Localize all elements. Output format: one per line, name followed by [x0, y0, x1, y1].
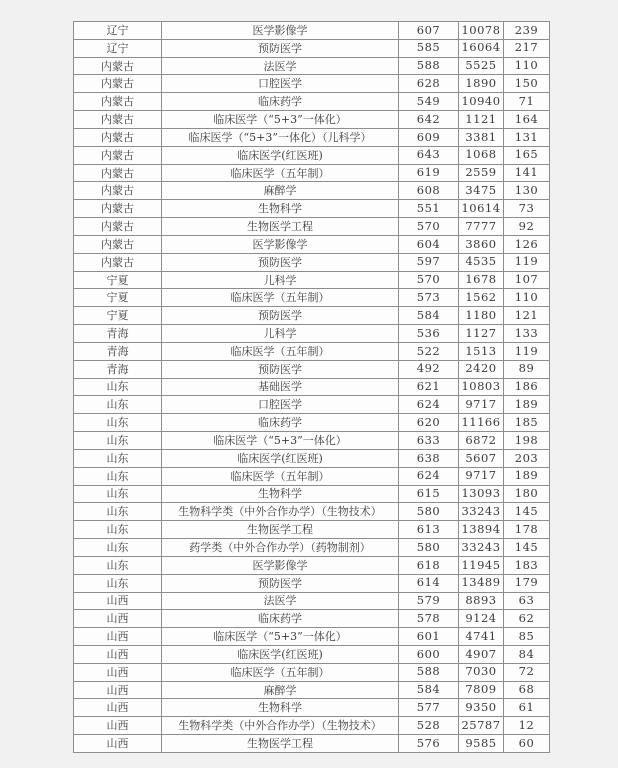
cell-value-1: 522: [399, 342, 459, 360]
cell-value-3: 178: [504, 521, 550, 539]
table-row: [74, 128, 550, 146]
cell-province: 山西: [74, 628, 162, 646]
cell-province: 青海: [74, 325, 162, 343]
cell-province: 内蒙古: [74, 111, 162, 129]
cell-value-2: 2559: [459, 164, 504, 182]
cell-value-2: 1068: [459, 146, 504, 164]
table-row: [74, 610, 550, 628]
cell-value-1: 604: [399, 235, 459, 253]
cell-value-2: 8893: [459, 592, 504, 610]
cell-value-1: 638: [399, 449, 459, 467]
cell-province: 山东: [74, 378, 162, 396]
cell-value-3: 121: [504, 307, 550, 325]
cell-province: 内蒙古: [74, 75, 162, 93]
cell-value-1: 624: [399, 467, 459, 485]
cell-value-1: 573: [399, 289, 459, 307]
cell-value-1: 580: [399, 503, 459, 521]
cell-program: 预防医学: [162, 39, 399, 57]
cell-value-1: 588: [399, 663, 459, 681]
admission-scores-table: [73, 21, 550, 753]
table-row: [74, 485, 550, 503]
table-row: [74, 182, 550, 200]
cell-program: 临床医学(红医班): [162, 146, 399, 164]
cell-province: 山东: [74, 521, 162, 539]
cell-value-1: 601: [399, 628, 459, 646]
cell-value-3: 92: [504, 218, 550, 236]
cell-value-3: 119: [504, 253, 550, 271]
cell-program: 医学影像学: [162, 556, 399, 574]
cell-value-3: 131: [504, 128, 550, 146]
cell-value-2: 7777: [459, 218, 504, 236]
cell-program: 临床医学（五年制）: [162, 663, 399, 681]
cell-value-1: 585: [399, 39, 459, 57]
cell-value-2: 6872: [459, 432, 504, 450]
cell-value-3: 110: [504, 289, 550, 307]
cell-value-2: 9124: [459, 610, 504, 628]
cell-value-3: 71: [504, 93, 550, 111]
cell-value-3: 203: [504, 449, 550, 467]
cell-program: 生物科学: [162, 485, 399, 503]
cell-value-3: 60: [504, 735, 550, 753]
cell-value-2: 7030: [459, 663, 504, 681]
cell-value-3: 126: [504, 235, 550, 253]
cell-value-2: 13894: [459, 521, 504, 539]
table-row: [74, 449, 550, 467]
cell-value-3: 85: [504, 628, 550, 646]
table-row: [74, 681, 550, 699]
table-row: [74, 75, 550, 93]
cell-value-2: 1180: [459, 307, 504, 325]
table-row: [74, 22, 550, 40]
cell-value-1: 579: [399, 592, 459, 610]
cell-value-2: 2420: [459, 360, 504, 378]
cell-value-2: 33243: [459, 539, 504, 557]
cell-value-2: 4741: [459, 628, 504, 646]
cell-value-1: 600: [399, 645, 459, 663]
cell-value-1: 570: [399, 218, 459, 236]
cell-value-3: 63: [504, 592, 550, 610]
cell-value-3: 130: [504, 182, 550, 200]
cell-value-2: 7809: [459, 681, 504, 699]
cell-province: 内蒙古: [74, 128, 162, 146]
cell-value-2: 1121: [459, 111, 504, 129]
cell-program: 医学影像学: [162, 22, 399, 40]
cell-province: 山东: [74, 414, 162, 432]
cell-value-3: 133: [504, 325, 550, 343]
cell-value-3: 179: [504, 574, 550, 592]
cell-value-2: 25787: [459, 717, 504, 735]
cell-program: 临床医学（五年制）: [162, 164, 399, 182]
cell-program: 临床医学(红医班): [162, 449, 399, 467]
table-row: [74, 235, 550, 253]
cell-program: 临床医学（“5+3”一体化）（儿科学）: [162, 128, 399, 146]
cell-value-1: 584: [399, 307, 459, 325]
table-row: [74, 325, 550, 343]
cell-value-1: 621: [399, 378, 459, 396]
cell-value-2: 10803: [459, 378, 504, 396]
cell-value-1: 643: [399, 146, 459, 164]
cell-value-3: 72: [504, 663, 550, 681]
cell-value-1: 642: [399, 111, 459, 129]
cell-value-1: 536: [399, 325, 459, 343]
table-row: [74, 414, 550, 432]
cell-value-3: 62: [504, 610, 550, 628]
cell-program: 儿科学: [162, 271, 399, 289]
table-row: [74, 164, 550, 182]
cell-program: 生物科学: [162, 200, 399, 218]
cell-value-3: 68: [504, 681, 550, 699]
cell-value-3: 110: [504, 57, 550, 75]
cell-program: 生物科学: [162, 699, 399, 717]
table-body: [74, 22, 550, 753]
cell-value-1: 577: [399, 699, 459, 717]
table-row: [74, 432, 550, 450]
cell-value-2: 3381: [459, 128, 504, 146]
table-row: [74, 539, 550, 557]
table-row: [74, 503, 550, 521]
cell-value-3: 164: [504, 111, 550, 129]
cell-province: 山西: [74, 592, 162, 610]
cell-province: 宁夏: [74, 289, 162, 307]
cell-value-1: 578: [399, 610, 459, 628]
table-row: [74, 735, 550, 753]
cell-value-1: 620: [399, 414, 459, 432]
table-row: [74, 307, 550, 325]
cell-value-2: 1562: [459, 289, 504, 307]
cell-value-2: 33243: [459, 503, 504, 521]
cell-value-1: 628: [399, 75, 459, 93]
cell-program: 药学类（中外合作办学）（药物制剂）: [162, 539, 399, 557]
cell-program: 临床医学（“5+3”一体化）: [162, 432, 399, 450]
cell-program: 临床药学: [162, 93, 399, 111]
cell-province: 内蒙古: [74, 57, 162, 75]
cell-province: 山东: [74, 539, 162, 557]
table-row: [74, 663, 550, 681]
table-row: [74, 39, 550, 57]
cell-program: 医学影像学: [162, 235, 399, 253]
cell-value-3: 239: [504, 22, 550, 40]
cell-program: 临床医学（“5+3”一体化）: [162, 111, 399, 129]
cell-value-1: 607: [399, 22, 459, 40]
cell-program: 临床药学: [162, 414, 399, 432]
cell-value-3: 119: [504, 342, 550, 360]
cell-value-3: 141: [504, 164, 550, 182]
table-row: [74, 378, 550, 396]
cell-province: 山西: [74, 645, 162, 663]
table-row: [74, 271, 550, 289]
table-row: [74, 574, 550, 592]
cell-value-2: 1678: [459, 271, 504, 289]
cell-program: 生物医学工程: [162, 218, 399, 236]
cell-province: 内蒙古: [74, 182, 162, 200]
cell-value-1: 597: [399, 253, 459, 271]
cell-value-3: 189: [504, 396, 550, 414]
cell-province: 山西: [74, 735, 162, 753]
cell-value-3: 198: [504, 432, 550, 450]
cell-program: 生物科学类（中外合作办学）（生物技术）: [162, 717, 399, 735]
cell-program: 麻醉学: [162, 182, 399, 200]
cell-province: 内蒙古: [74, 93, 162, 111]
cell-value-3: 183: [504, 556, 550, 574]
cell-value-1: 551: [399, 200, 459, 218]
cell-province: 内蒙古: [74, 253, 162, 271]
cell-province: 宁夏: [74, 307, 162, 325]
table-row: [74, 93, 550, 111]
cell-value-2: 1890: [459, 75, 504, 93]
cell-program: 口腔医学: [162, 396, 399, 414]
cell-program: 临床医学（五年制）: [162, 467, 399, 485]
cell-value-3: 189: [504, 467, 550, 485]
cell-value-2: 10940: [459, 93, 504, 111]
table-row: [74, 218, 550, 236]
cell-value-3: 73: [504, 200, 550, 218]
cell-program: 口腔医学: [162, 75, 399, 93]
cell-province: 山西: [74, 610, 162, 628]
table-row: [74, 253, 550, 271]
cell-province: 山东: [74, 467, 162, 485]
cell-value-1: 619: [399, 164, 459, 182]
cell-province: 山东: [74, 556, 162, 574]
cell-value-2: 11166: [459, 414, 504, 432]
cell-province: 内蒙古: [74, 146, 162, 164]
table-row: [74, 645, 550, 663]
cell-program: 预防医学: [162, 360, 399, 378]
table-row: [74, 360, 550, 378]
cell-value-1: 615: [399, 485, 459, 503]
cell-province: 山东: [74, 485, 162, 503]
cell-program: 临床医学（五年制）: [162, 342, 399, 360]
cell-value-1: 608: [399, 182, 459, 200]
cell-value-3: 145: [504, 539, 550, 557]
cell-value-2: 13093: [459, 485, 504, 503]
cell-program: 儿科学: [162, 325, 399, 343]
cell-province: 山东: [74, 503, 162, 521]
cell-value-1: 570: [399, 271, 459, 289]
cell-province: 辽宁: [74, 39, 162, 57]
cell-value-1: 584: [399, 681, 459, 699]
cell-program: 预防医学: [162, 307, 399, 325]
table-row: [74, 146, 550, 164]
table-row: [74, 592, 550, 610]
cell-province: 青海: [74, 342, 162, 360]
cell-value-2: 5525: [459, 57, 504, 75]
cell-province: 内蒙古: [74, 164, 162, 182]
cell-value-1: 618: [399, 556, 459, 574]
cell-value-2: 1513: [459, 342, 504, 360]
cell-program: 法医学: [162, 592, 399, 610]
cell-value-1: 588: [399, 57, 459, 75]
cell-province: 山东: [74, 449, 162, 467]
cell-province: 辽宁: [74, 22, 162, 40]
cell-value-3: 185: [504, 414, 550, 432]
cell-value-3: 61: [504, 699, 550, 717]
table-row: [74, 467, 550, 485]
cell-value-3: 150: [504, 75, 550, 93]
cell-value-3: 84: [504, 645, 550, 663]
cell-value-1: 614: [399, 574, 459, 592]
cell-program: 法医学: [162, 57, 399, 75]
cell-program: 生物医学工程: [162, 735, 399, 753]
cell-value-2: 3860: [459, 235, 504, 253]
cell-value-3: 165: [504, 146, 550, 164]
cell-value-2: 10078: [459, 22, 504, 40]
table-row: [74, 699, 550, 717]
cell-value-2: 10614: [459, 200, 504, 218]
cell-province: 山东: [74, 432, 162, 450]
table-row: [74, 521, 550, 539]
cell-program: 临床药学: [162, 610, 399, 628]
cell-value-2: 9717: [459, 467, 504, 485]
table-row: [74, 111, 550, 129]
table-row: [74, 717, 550, 735]
table-row: [74, 396, 550, 414]
cell-province: 内蒙古: [74, 200, 162, 218]
cell-value-3: 89: [504, 360, 550, 378]
cell-value-2: 3475: [459, 182, 504, 200]
cell-program: 麻醉学: [162, 681, 399, 699]
table-row: [74, 342, 550, 360]
cell-value-2: 1127: [459, 325, 504, 343]
table-row: [74, 556, 550, 574]
cell-province: 内蒙古: [74, 235, 162, 253]
cell-province: 青海: [74, 360, 162, 378]
cell-program: 临床医学（五年制）: [162, 289, 399, 307]
cell-value-2: 11945: [459, 556, 504, 574]
cell-value-1: 609: [399, 128, 459, 146]
cell-value-3: 217: [504, 39, 550, 57]
table-row: [74, 200, 550, 218]
cell-value-2: 9585: [459, 735, 504, 753]
cell-value-3: 186: [504, 378, 550, 396]
cell-value-2: 9350: [459, 699, 504, 717]
cell-value-1: 576: [399, 735, 459, 753]
table-row: [74, 628, 550, 646]
cell-value-2: 4907: [459, 645, 504, 663]
cell-value-1: 528: [399, 717, 459, 735]
cell-value-2: 5607: [459, 449, 504, 467]
cell-value-3: 180: [504, 485, 550, 503]
cell-value-2: 9717: [459, 396, 504, 414]
cell-program: 生物科学类（中外合作办学）（生物技术）: [162, 503, 399, 521]
cell-value-2: 4535: [459, 253, 504, 271]
table-row: [74, 57, 550, 75]
cell-province: 山西: [74, 663, 162, 681]
cell-value-1: 492: [399, 360, 459, 378]
cell-value-3: 12: [504, 717, 550, 735]
cell-program: 基础医学: [162, 378, 399, 396]
cell-value-1: 624: [399, 396, 459, 414]
cell-program: 临床医学（“5+3”一体化）: [162, 628, 399, 646]
cell-value-3: 145: [504, 503, 550, 521]
cell-value-1: 549: [399, 93, 459, 111]
cell-value-1: 633: [399, 432, 459, 450]
cell-value-2: 16064: [459, 39, 504, 57]
cell-value-1: 613: [399, 521, 459, 539]
cell-province: 山东: [74, 574, 162, 592]
cell-province: 山西: [74, 699, 162, 717]
cell-province: 内蒙古: [74, 218, 162, 236]
cell-program: 预防医学: [162, 253, 399, 271]
cell-province: 宁夏: [74, 271, 162, 289]
cell-value-3: 107: [504, 271, 550, 289]
cell-province: 山东: [74, 396, 162, 414]
cell-program: 临床医学(红医班): [162, 645, 399, 663]
cell-province: 山西: [74, 717, 162, 735]
cell-value-1: 580: [399, 539, 459, 557]
table-row: [74, 289, 550, 307]
cell-program: 预防医学: [162, 574, 399, 592]
cell-value-2: 13489: [459, 574, 504, 592]
cell-province: 山西: [74, 681, 162, 699]
cell-program: 生物医学工程: [162, 521, 399, 539]
